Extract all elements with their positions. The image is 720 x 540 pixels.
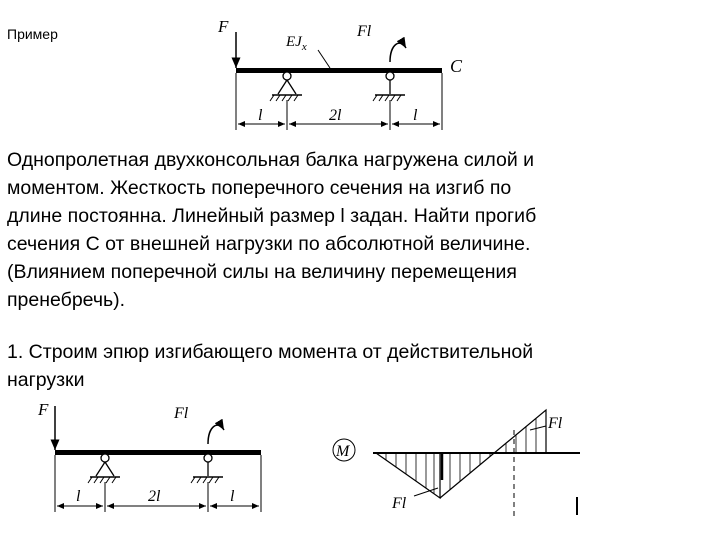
slide-title: Пример: [7, 26, 58, 42]
diagram-label-neg: Fl: [392, 495, 407, 512]
dim-label-top-3: l: [413, 107, 418, 124]
moment-arrow-top: [390, 43, 406, 62]
beam-diagram-bottom: [0, 400, 720, 540]
stiffness-leader: [318, 50, 330, 68]
step-line: нагрузки: [7, 369, 85, 391]
dim-label-top-1: l: [258, 107, 263, 124]
problem-line: сечения C от внешней нагрузки по абсолютной величине.: [7, 233, 531, 255]
problem-line: Однопролетная двухконсольная балка нагружена силой и: [7, 149, 535, 171]
problem-line: пренебречь).: [7, 289, 126, 311]
beam-bottom: [55, 450, 261, 455]
moment-label-top: Fl: [357, 23, 372, 40]
problem-line: (Влиянием поперечной силы на величину перемещения: [7, 261, 517, 283]
problem-statement: [7, 146, 707, 314]
beam-top: [236, 68, 442, 73]
moment-diagram: [333, 410, 580, 520]
diagram-hatching: [386, 418, 536, 494]
section-label-c: C: [450, 56, 463, 76]
support-top-right: [373, 72, 405, 101]
moment-arrow-bottom: [208, 425, 224, 444]
diagram-label-pos: Fl: [548, 415, 563, 432]
support-bottom-right: [191, 454, 223, 483]
text-cursor-icon: [576, 497, 578, 515]
force-label-bottom: F: [38, 400, 49, 419]
dim-label-bottom-3: l: [230, 488, 235, 505]
dim-label-bottom-2: 2l: [148, 488, 161, 505]
step-1-text: [7, 338, 707, 394]
problem-line: длине постоянна. Линейный размер l задан. Найти прогиб: [7, 205, 537, 227]
problem-line: моментом. Жесткость поперечного сечения на изгиб по: [7, 177, 512, 199]
dim-label-top-2: 2l: [329, 107, 342, 124]
support-top-left: [270, 72, 302, 101]
moment-label-bottom: Fl: [174, 405, 189, 422]
force-label-top: F: [218, 17, 229, 36]
diagram-leader-pos: [530, 426, 546, 430]
step-line: 1. Строим эпюр изгибающего момента от действительной: [7, 341, 534, 363]
support-bottom-left: [88, 454, 120, 483]
dim-label-bottom-1: l: [76, 488, 81, 505]
stiffness-label: $EJ_x$: [286, 34, 307, 53]
moment-symbol: M: [336, 443, 350, 460]
beam-diagram-top: [0, 0, 720, 140]
